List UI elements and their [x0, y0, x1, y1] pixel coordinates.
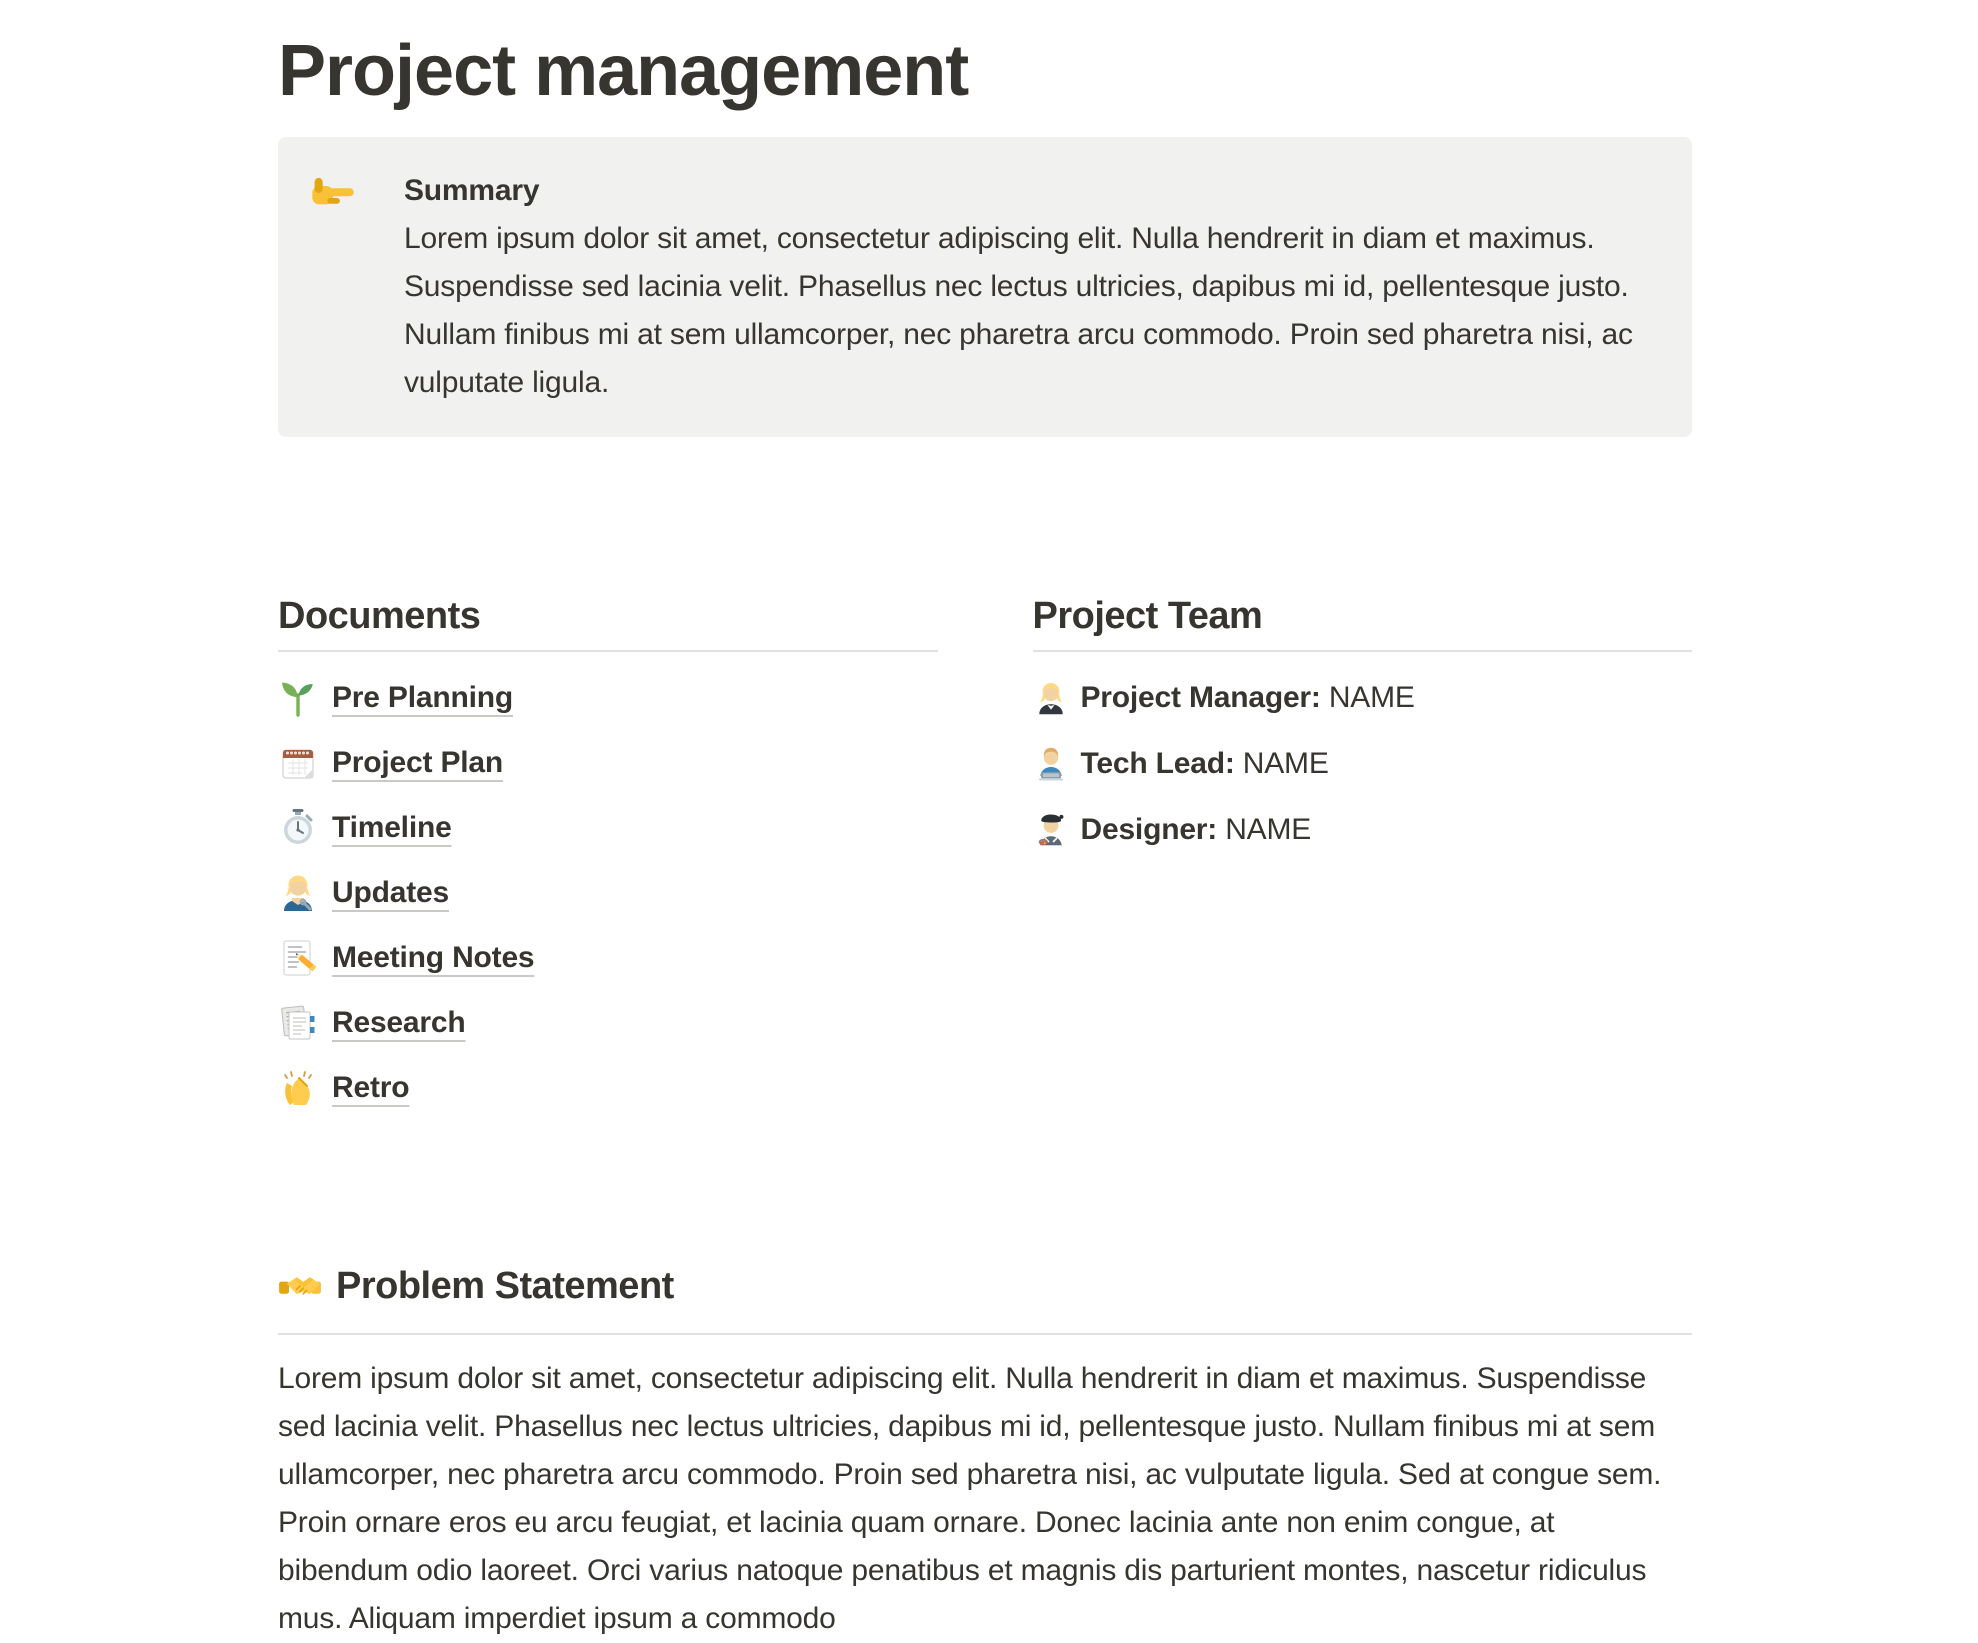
team-member-role: Tech Lead: — [1080, 747, 1235, 781]
two-column-layout — [278, 591, 1692, 1131]
team-member-text — [1081, 747, 1329, 781]
documents-divider — [278, 650, 938, 652]
memo-icon — [278, 938, 318, 978]
team-list — [1033, 676, 1693, 852]
document-link-retro[interactable] — [278, 1066, 938, 1110]
team-member-text — [1081, 813, 1312, 847]
team-member-designer — [1033, 808, 1693, 852]
clapping-hands-icon — [278, 1068, 318, 1108]
man-artist-icon — [1033, 812, 1069, 848]
team-member-role: Designer: — [1080, 813, 1218, 847]
woman-office-worker-icon — [1033, 680, 1069, 716]
spiral-calendar-icon — [278, 743, 318, 783]
bookmark-tabs-icon — [278, 1003, 318, 1043]
team-divider — [1033, 650, 1693, 652]
summary-callout — [278, 137, 1692, 437]
documents-heading: Documents — [278, 595, 481, 638]
document-link-meeting-notes[interactable] — [278, 936, 938, 980]
document-link-research[interactable] — [278, 1001, 938, 1045]
document-link-label[interactable]: Pre Planning — [332, 681, 513, 715]
documents-list — [278, 676, 938, 1110]
team-column — [1033, 591, 1693, 1131]
summary-heading: Summary — [404, 174, 540, 208]
pointing-right-icon — [310, 171, 356, 217]
document-link-pre-planning[interactable] — [278, 676, 938, 720]
document-link-updates[interactable] — [278, 871, 938, 915]
seedling-icon — [278, 678, 318, 718]
team-member-text — [1081, 681, 1415, 715]
document-link-label[interactable]: Retro — [332, 1071, 410, 1105]
document-link-label[interactable]: Meeting Notes — [332, 941, 535, 975]
problem-text: Lorem ipsum dolor sit amet, consectetur adipiscing elit. Nulla hendrerit in diam et maximus. Suspendisse sed lacinia velit. Phasellus nec lectus ultricies, dapibus mi id, pellentesque justo. Nullam finibus mi at sem ullamcorper, nec pharetra arcu commodo. Proin sed pharetra nisi, ac vulputate ligula. Sed at congue sem. Proin ornare eros eu arcu feugiat, et lacinia quam ornare. Donec lacinia ante non enim congue, at bibendum odio laoreet. Orci varius natoque penatibus et magnis dis parturient montes, nascetur ridiculus mus. Aliquam imperdiet ipsum a commodo — [278, 1362, 1662, 1636]
document-link-timeline[interactable] — [278, 806, 938, 850]
documents-column — [278, 591, 938, 1131]
summary-text: Lorem ipsum dolor sit amet, consectetur adipiscing elit. Nulla hendrerit in diam et maximus. Suspendisse sed lacinia velit. Phasellus nec lectus ultricies, dapibus mi id, pellentesque justo. Nullam finibus mi at sem ullamcorper, nec pharetra arcu commodo. Proin sed pharetra nisi, ac vulputate ligula. — [404, 222, 1633, 400]
document-link-label[interactable]: Research — [332, 1006, 466, 1040]
document-link-label[interactable]: Timeline — [332, 811, 452, 845]
team-member-name: NAME — [1328, 681, 1415, 715]
problem-heading-row — [278, 1261, 1692, 1311]
document-link-label[interactable]: Project Plan — [332, 746, 503, 780]
team-member-project-manager — [1033, 676, 1693, 720]
team-member-name: NAME — [1225, 813, 1312, 847]
problem-heading: Problem Statement — [336, 1265, 674, 1308]
summary-callout-body — [404, 167, 1660, 407]
page-title: Project management — [278, 31, 969, 111]
team-member-tech-lead — [1033, 742, 1693, 786]
handshake-icon — [278, 1264, 322, 1308]
problem-statement-section — [278, 1261, 1692, 1643]
document-link-project-plan[interactable] — [278, 741, 938, 785]
document-link-label[interactable]: Updates — [332, 876, 449, 910]
team-member-role: Project Manager: — [1080, 681, 1321, 715]
man-technologist-icon — [1033, 746, 1069, 782]
team-member-name: NAME — [1242, 747, 1329, 781]
woman-mechanic-icon — [278, 873, 318, 913]
team-heading: Project Team — [1032, 595, 1263, 638]
stopwatch-icon — [278, 808, 318, 848]
problem-divider — [278, 1333, 1692, 1335]
